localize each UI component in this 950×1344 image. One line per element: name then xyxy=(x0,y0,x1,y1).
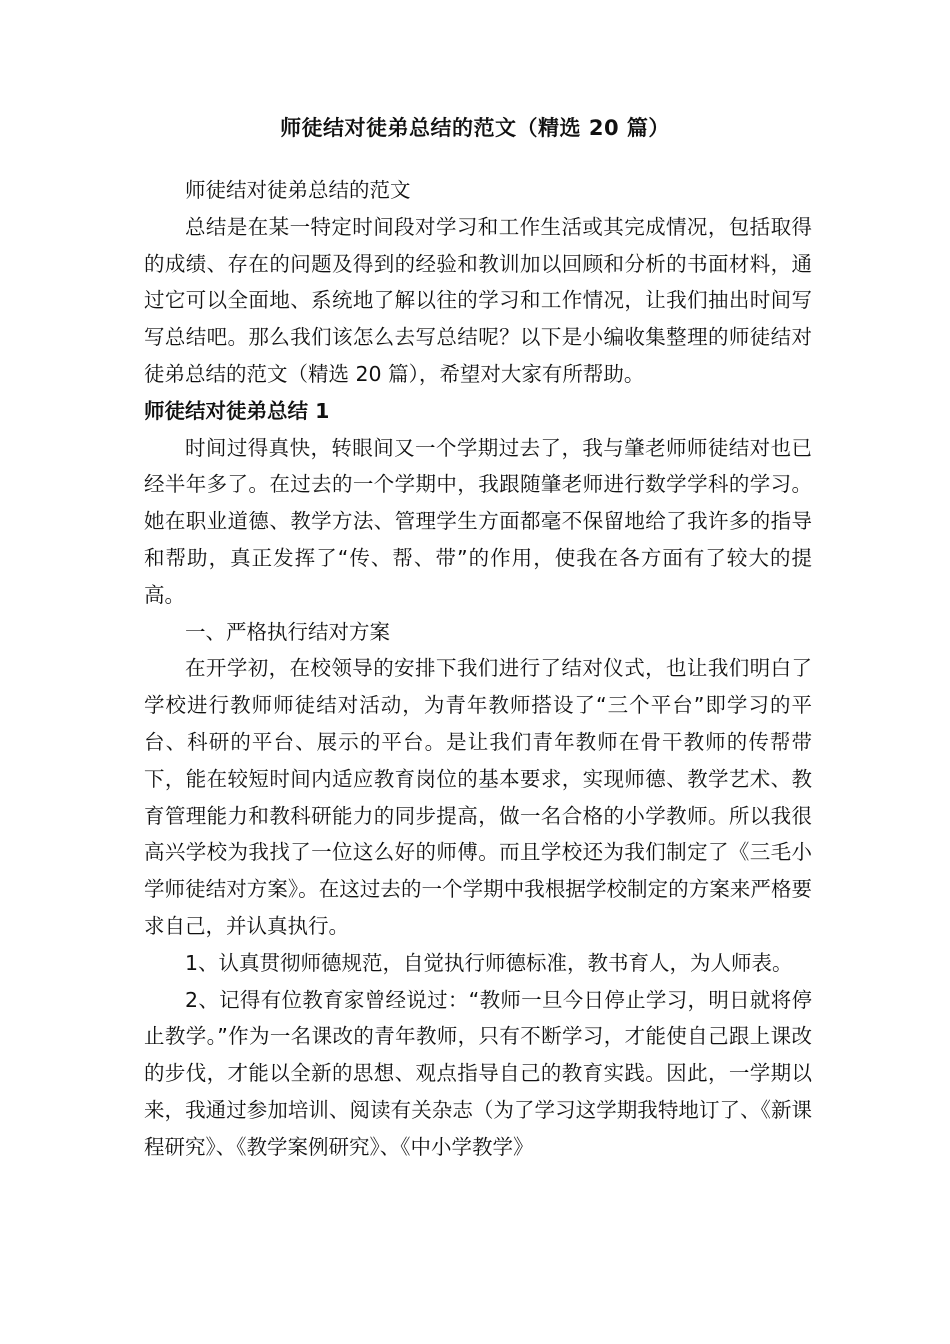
document-body xyxy=(144,172,812,1166)
subsection-heading: 一、严格执行结对方案 xyxy=(185,619,390,644)
subtitle-paragraph: 师徒结对徒弟总结的范文 xyxy=(185,178,411,202)
body-paragraph: 在开学初，在校领导的安排下我们进行了结对仪式，也让我们明白了学校进行教师师徒结对活动，为青年教师搭设了“三个平台”即学习的平台、科研的平台、展示的平台。是让我们青年教师在骨干教师的传帮带下，能在较短时间内适应教育岗位的基本要求，实现师德、教学艺术、教育管理能力和教科研能力的同步提高，做一名合格的小学教师。所以我很高兴学校为我找了一位这么好的师傅。而且学校还为我们制定了《三毛小学师徒结对方案》。在这过去的一个学期中我根据学校制定的方案来严格要求自己，并认真执行。 xyxy=(144,656,812,938)
list-item: 2、记得有位教育家曾经说过：“教师一旦今日停止学习，明日就将停止教学。”作为一名课改的青年教师，只有不断学习，才能使自己跟上课改的步伐，才能以全新的思想、观点指导自己的教育实践。因此，一学期以来，我通过参加培训、阅读有关杂志（为了学习这学期我特地订了、《新课程研究》、《教学案例研究》、《中小学教学》 xyxy=(144,987,812,1159)
body-paragraph: 时间过得真快，转眼间又一个学期过去了，我与肇老师师徒结对也已经半年多了。在过去的一个学期中，我跟随肇老师进行数学学科的学习。她在职业道德、教学方法、管理学生方面都毫不保留地给了我许多的指导和帮助，真正发挥了“传、帮、带”的作用，使我在各方面有了较大的提高。 xyxy=(144,435,812,607)
section-heading: 师徒结对徒弟总结 1 xyxy=(144,398,330,423)
intro-paragraph: 总结是在某一特定时间段对学习和工作生活或其完成情况，包括取得的成绩、存在的问题及得到的经验和教训加以回顾和分析的书面材料，通过它可以全面地、系统地了解以往的学习和工作情况，让我们抽出时间写写总结吧。那么我们该怎么去写总结呢？以下是小编收集整理的师徒结对徒弟总结的范文（精选 20 篇），希望对大家有所帮助。 xyxy=(144,214,812,386)
list-item: 1、认真贯彻师德规范，自觉执行师德标准，教书育人，为人师表。 xyxy=(185,950,793,975)
document-title: 师徒结对徒弟总结的范文（精选 20 篇） xyxy=(280,116,670,140)
